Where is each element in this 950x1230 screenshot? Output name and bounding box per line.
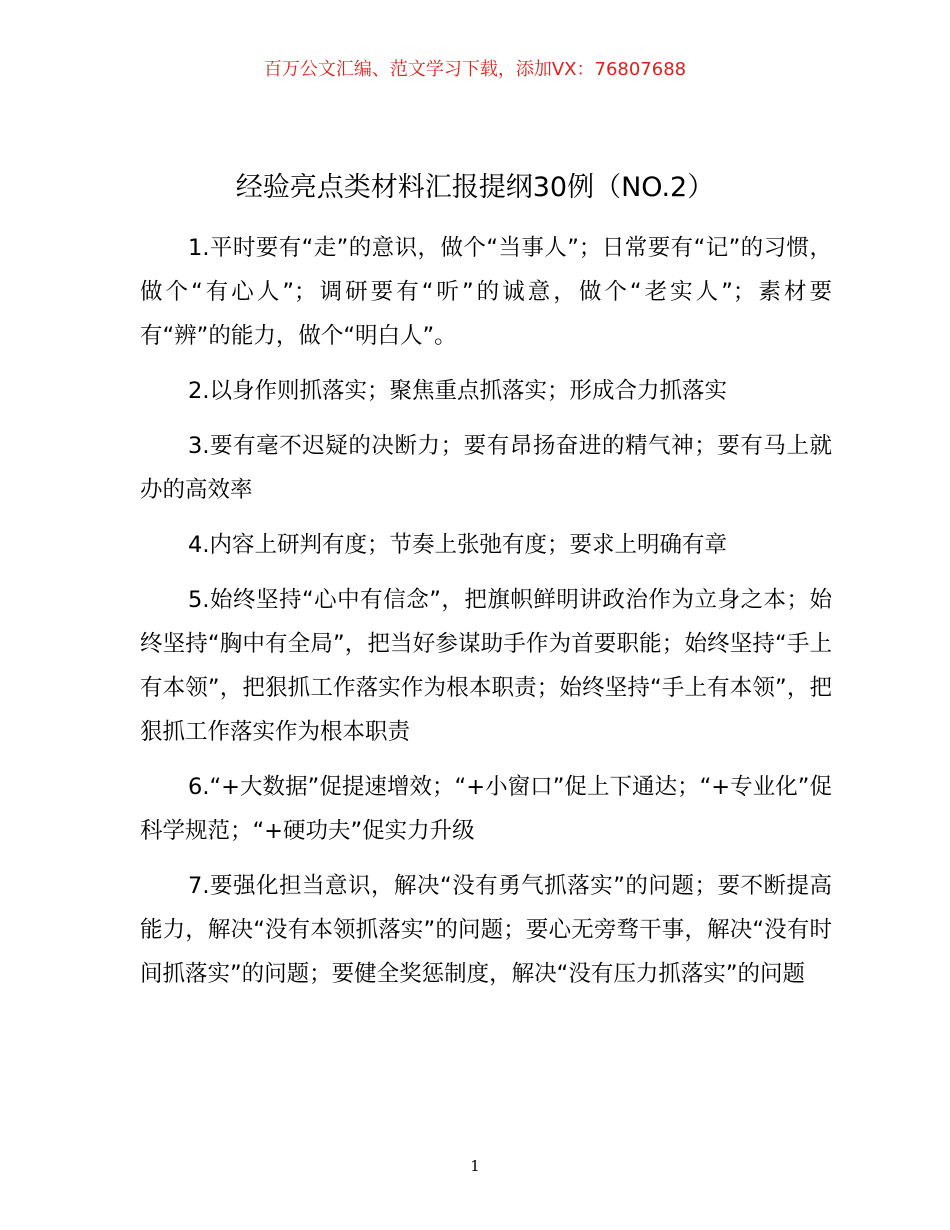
- paragraph-6: 6.“+大数据”促提速增效；“+小窗口”促上下通达；“+专业化”促科学规范；“+硬功夫”促实力升级: [140, 774, 832, 844]
- paragraph-1: 1.平时要有“走”的意识，做个“当事人”；日常要有“记”的习惯，做个“有心人”；调研要有“听”的诚意，做个“老实人”；素材要有“辨”的能力，做个“明白人”。: [140, 235, 832, 349]
- paragraph-3: 3.要有毫不迟疑的决断力；要有昂扬奋进的精气神；要有马上就办的高效率: [140, 433, 832, 503]
- paragraph-4: 4.内容上研判有度；节奏上张弛有度；要求上明确有章: [188, 532, 727, 558]
- document-title: 经验亮点类材料汇报提纲30例（NO.2）: [235, 172, 715, 203]
- page-number: 1: [470, 1157, 480, 1175]
- document-body: [140, 226, 832, 1007]
- paragraph-5: 5.始终坚持“心中有信念”，把旗帜鲜明讲政治作为立身之本；始终坚持“胸中有全局”，把当好参谋助手作为首要职能；始终坚持“手上有本领”，把狠抓工作落实作为根本职责；始终坚持“手上有本领”，把狠抓工作落实作为根本职责: [140, 587, 832, 745]
- paragraph-7: 7.要强化担当意识，解决“没有勇气抓落实”的问题；要不断提高能力，解决“没有本领抓落实”的问题；要心无旁骛干事，解决“没有时间抓落实”的问题；要健全奖惩制度，解决“没有压力抓落实”的问题: [140, 873, 832, 987]
- paragraph-2: 2.以身作则抓落实；聚焦重点抓落实；形成合力抓落实: [188, 378, 727, 404]
- header-watermark-text: 百万公文汇编、范文学习下载，添加VX：76807688: [263, 59, 687, 80]
